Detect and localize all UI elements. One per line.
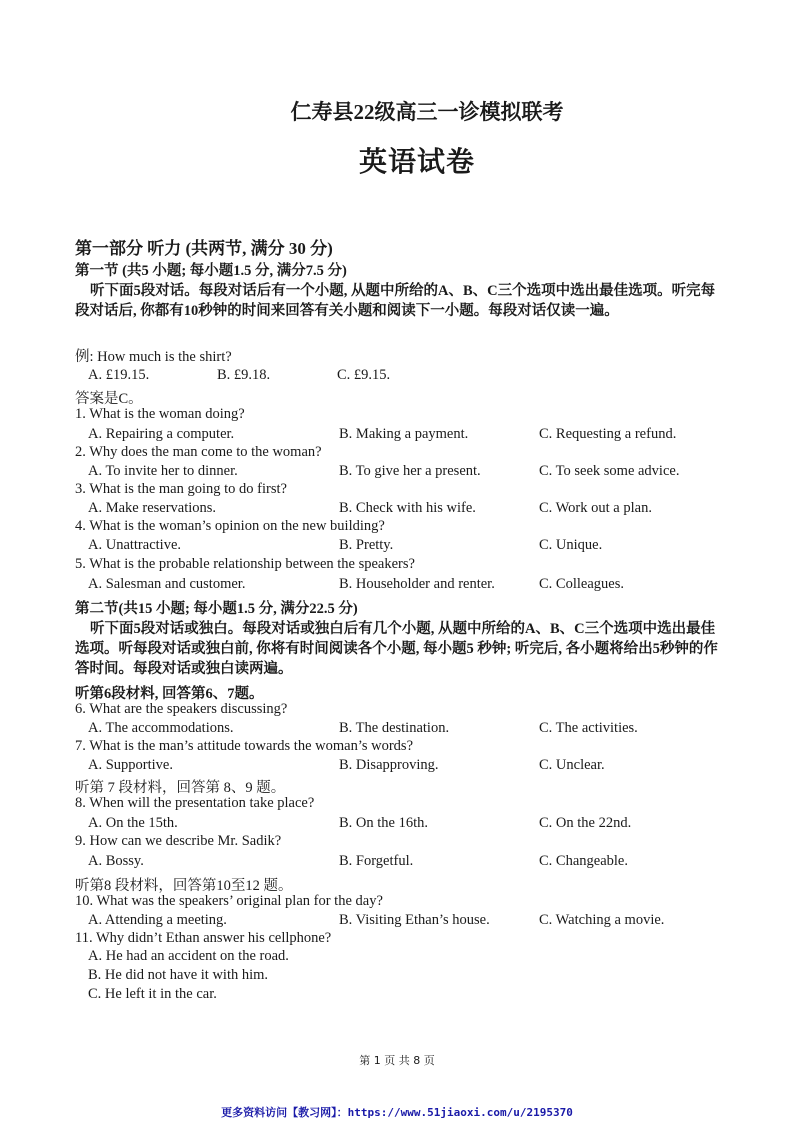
- q10-option-c: C. Watching a movie.: [539, 912, 665, 928]
- q8-option-a: A. On the 15th.: [88, 815, 178, 831]
- q1-option-c: C. Requesting a refund.: [539, 426, 677, 442]
- example-answer: 答案是C。: [75, 391, 143, 407]
- example-option-a: A. £19.15.: [88, 367, 150, 383]
- q6-option-b: B. The destination.: [339, 720, 450, 736]
- question-9: 9. How can we describe Mr. Sadik?: [75, 833, 282, 849]
- q9-option-b: B. Forgetful.: [339, 853, 414, 869]
- q3-option-b: B. Check with his wife.: [339, 500, 476, 516]
- question-11: 11. Why didn’t Ethan answer his cellphone?: [75, 930, 332, 946]
- q8-option-c: C. On the 22nd.: [539, 815, 632, 831]
- q6-option-a: A. The accommodations.: [88, 720, 234, 736]
- q11-option-b: B. He did not have it with him.: [88, 967, 269, 983]
- q2-option-a: A. To invite her to dinner.: [88, 463, 238, 479]
- part1-heading: 第一部分 听力 (共两节, 满分 30 分): [75, 239, 333, 258]
- section1-heading: 第一节 (共5 小题; 每小题1.5 分, 满分7.5 分): [75, 263, 347, 279]
- q3-option-a: A. Make reservations.: [88, 500, 217, 516]
- resource-link[interactable]: 更多资料访问【教习网】：https://www.51jiaoxi.com/u/2195370: [221, 1106, 573, 1119]
- question-10: 10. What was the speakers’ original plan for the day?: [75, 893, 383, 909]
- q7-option-a: A. Supportive.: [88, 757, 173, 773]
- q11-option-a: A. He had an accident on the road.: [88, 948, 289, 964]
- q4-option-a: A. Unattractive.: [88, 537, 182, 553]
- question-4: 4. What is the woman’s opinion on the new building?: [75, 518, 385, 534]
- q7-option-b: B. Disapproving.: [339, 757, 439, 773]
- page-number: 第 1 页 共 8 页: [359, 1054, 435, 1067]
- material-7-note: 听第 7 段材料，回答第 8、9 题。: [75, 780, 286, 796]
- example-option-c: C. £9.15.: [337, 367, 391, 383]
- q3-option-c: C. Work out a plan.: [539, 500, 652, 516]
- question-2: 2. Why does the man come to the woman?: [75, 444, 322, 460]
- q5-option-c: C. Colleagues.: [539, 576, 624, 592]
- question-8: 8. When will the presentation take place?: [75, 795, 315, 811]
- q5-option-b: B. Householder and renter.: [339, 576, 495, 592]
- material-6-note: 听第6段材料, 回答第6、7题。: [75, 686, 264, 702]
- example-option-b: B. £9.18.: [217, 367, 271, 383]
- q9-option-c: C. Changeable.: [539, 853, 628, 869]
- example-question: 例: How much is the shirt?: [75, 349, 232, 365]
- question-7: 7. What is the man’s attitude towards the woman’s words?: [75, 738, 414, 754]
- exam-title: 仁寿县22级高三一诊模拟联考: [290, 100, 564, 124]
- material-8-note: 听第8 段材料，回答第10至12 题。: [75, 878, 293, 894]
- section2-instructions: 听下面5段对话或独白。每段对话或独白后有几个小题, 从题中所给的A、B、C三个选项中选出最佳选项。听每段对话或独白前, 你将有时间阅读各个小题, 每小题5 秒钟; 听完后, 各小题将给出5秒钟的作答时间。每段对话或独白读两遍。: [75, 621, 718, 677]
- q4-option-c: C. Unique.: [539, 537, 603, 553]
- q7-option-c: C. Unclear.: [539, 757, 605, 773]
- q1-option-a: A. Repairing a computer.: [88, 426, 235, 442]
- q2-option-c: C. To seek some advice.: [539, 463, 680, 479]
- question-1: 1. What is the woman doing?: [75, 406, 245, 422]
- q5-option-a: A. Salesman and customer.: [88, 576, 246, 592]
- section1-instructions: 听下面5段对话。每段对话后有一个小题, 从题中所给的A、B、C三个选项中选出最佳选项。听完每段对话后, 你都有10秒钟的时间来回答有关小题和阅读下一小题。每段对话仅读一遍。: [75, 283, 716, 319]
- q6-option-c: C. The activities.: [539, 720, 638, 736]
- question-3: 3. What is the man going to do first?: [75, 481, 287, 497]
- q11-option-c: C. He left it in the car.: [88, 986, 217, 1002]
- q8-option-b: B. On the 16th.: [339, 815, 429, 831]
- q10-option-b: B. Visiting Ethan’s house.: [339, 912, 490, 928]
- q10-option-a: A. Attending a meeting.: [88, 912, 227, 928]
- question-5: 5. What is the probable relationship between the speakers?: [75, 556, 415, 572]
- q9-option-a: A. Bossy.: [88, 853, 144, 869]
- exam-subtitle: 英语试卷: [358, 147, 475, 178]
- question-6: 6. What are the speakers discussing?: [75, 701, 288, 717]
- q1-option-b: B. Making a payment.: [339, 426, 469, 442]
- section2-heading: 第二节(共15 小题; 每小题1.5 分, 满分22.5 分): [75, 601, 358, 617]
- q4-option-b: B. Pretty.: [339, 537, 394, 553]
- q2-option-b: B. To give her a present.: [339, 463, 481, 479]
